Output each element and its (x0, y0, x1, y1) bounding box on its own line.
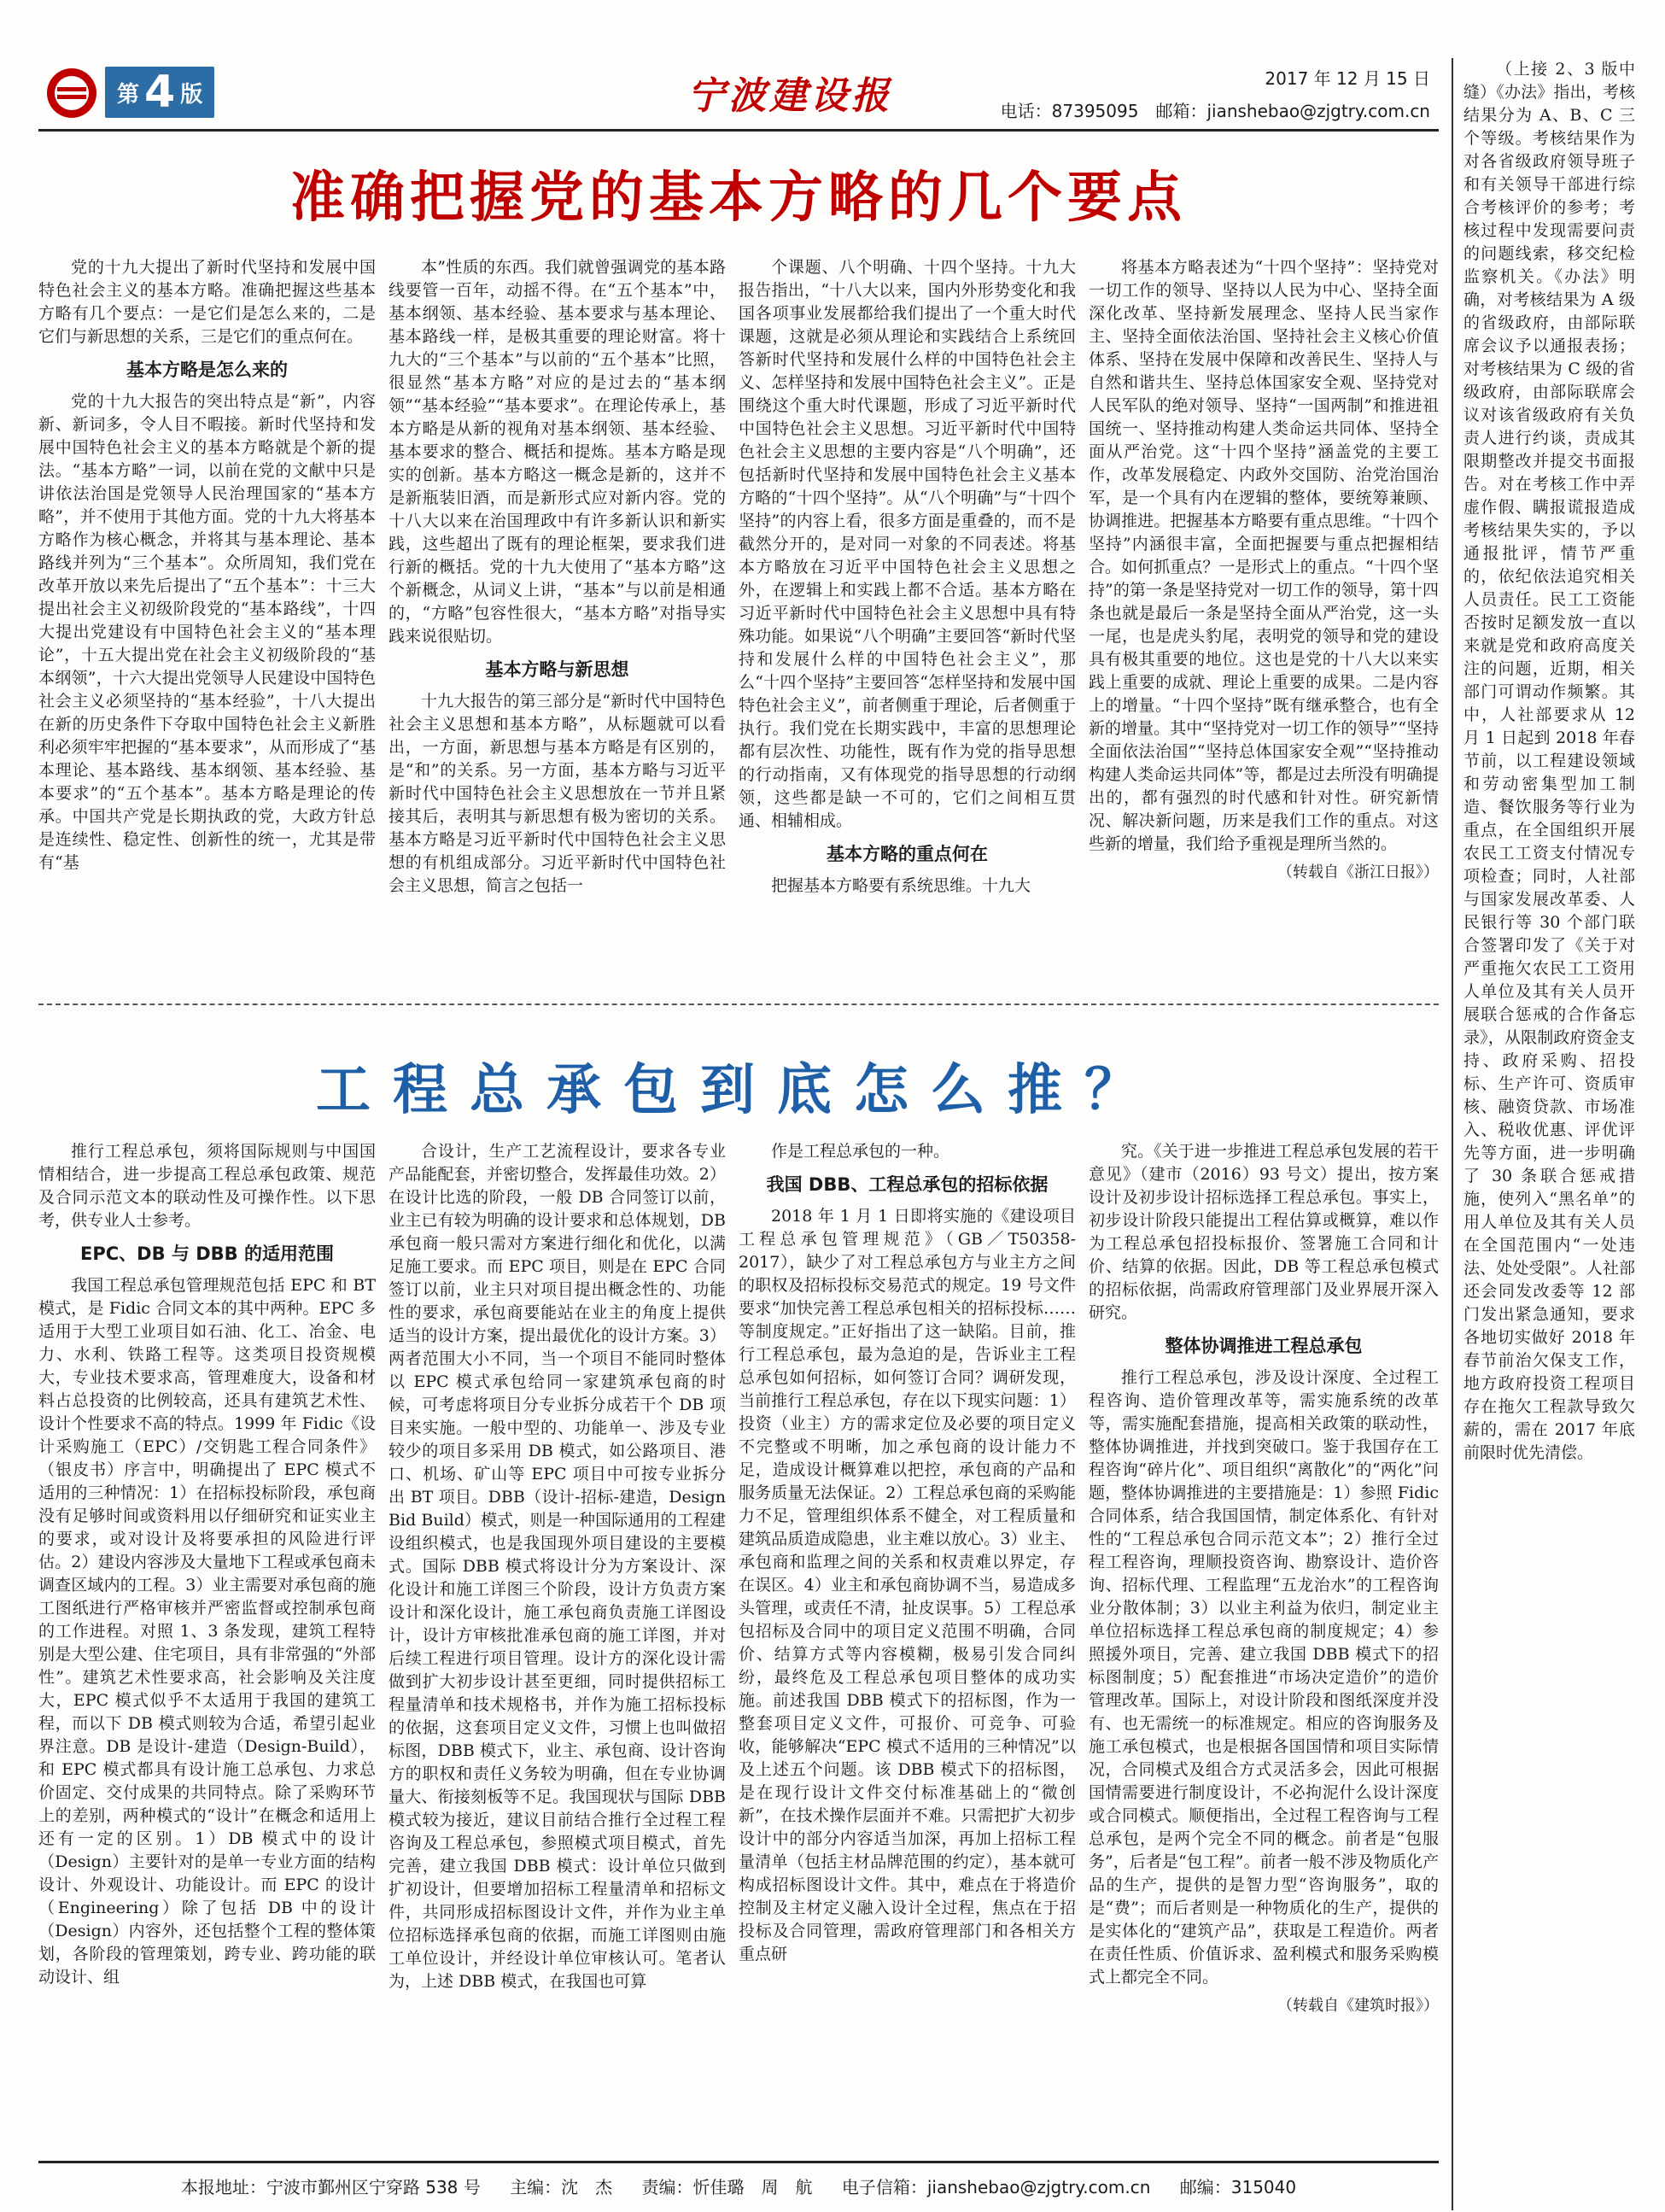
page-header (38, 58, 1439, 132)
paragraph: 作是工程总承包的一种。 (771, 1142, 950, 1161)
paragraph: 2018 年 1 月 1 日即将实施的《建设项目工程总承包管理规范》（GB／T50358-2017），缺少了对工程总承包方与业主方之间的职权及招标投标交易范式的规定。19 号文件要求“加快完善工程总承包相关的招标投标……等制度规定。”正好指出了这一缺陷。目前，推行工程总承包，最为急迫的是，告诉业主工程总承包如何招标，如何签订合同？调研发现，当前推行工程总承包，存在以下现实问题：1）投资（业主）方的需求定位及必要的项目定义不完整或不明晰，加之承包商的设计能力不足，造成设计概算难以把控，承包商的产品和服务质量无法保证。2）工程总承包商的采购能力不足，管理组织体系不健全，对工程质量和建筑品质造成隐患，业主难以放心。3）业主、承包商和监理之间的关系和权责难以界定，存在误区。4）业主和承包商协调不当，易造成多头管理，或责任不清，扯皮误事。5）工程总承包招标及合同中的项目定义范围不明确，合同价、结算方式等内容模糊，极易引发合同纠纷，最终危及工程总承包项目整体的成功实施。前述我国 DBB 模式下的招标图，作为一整套项目定义文件，可报价、可竞争、可验收，能够解决“EPC 模式不适用的三种情况”以及上述五个问题。该 DBB 模式下的招标图，是在现行设计文件交付标准基础上的“微创新”，在技术操作层面并不难。只需把扩大初步设计中的部分内容适当加深，再加上招标工程量清单（包括主材品牌范围的约定），基本就可构成招标图设计文件。其中，难点在于将造价控制及主材定义融入设计全过程，焦点在于招投标及合同管理，需政府管理部门和各相关方重点研 (739, 1207, 1076, 1963)
footer-chief-editor: 主编：沈 杰 (510, 2177, 613, 2197)
article1-column-3 (739, 256, 1076, 991)
page-prefix: 第 (117, 81, 140, 108)
newspaper-logo-icon (45, 67, 98, 120)
subheading: 我国 DBB、工程总承包的招标依据 (766, 1174, 1049, 1195)
page-footer (38, 2161, 1439, 2198)
article2-column-2 (388, 1140, 726, 2152)
sidebar-continued-article (1452, 58, 1635, 2210)
paragraph: 究。《关于进一步推进工程总承包发展的若干意见》（建市（2016）93 号文）提出，按方案设计及初步设计招标选择工程总承包。事实上，初步设计阶段只能提出工程估算或概算，难以作为工程总承包招投标报价、签署施工合同和计价、结算的依据。因此，DB 等工程总承包模式的招标依据，尚需政府管理部门及业界展开深入研究。 (1089, 1142, 1439, 1322)
article1-column-4 (1089, 256, 1439, 991)
subheading: 基本方略的重点何在 (827, 844, 988, 864)
paragraph: （上接 2、3 版中缝）《办法》指出，考核结果分为 A、B、C 三个等级。考核结果作为对各省级政府领导班子和有关领导干部进行综合考核评价的参考；考核过程中发现需要问责的问题线索，移交纪检监察机关。《办法》明确，对考核结果为 A 级的省级政府，由部际联席会议予以通报表扬；对考核结果为 C 级的省级政府，由部际联席会议对该省级政府有关负责人进行约谈，责成其限期整改并提交书面报告。对在考核工作中弄虚作假、瞒报谎报造成考核结果失实的，予以通报批评，情节严重的，依纪依法追究相关人员责任。民工工资能否按时足额发放一直以来就是党和政府高度关注的问题，近期，相关部门可谓动作频繁。其中，人社部要求从 12 月 1 日起到 2018 年春节前，以工程建设领域和劳动密集型加工制造、餐饮服务等行业为重点，在全国组织开展农民工工资支付情况专项检查；同时，人社部与国家发展改革委、人民银行等 30 个部门联合签署印发了《关于对严重拖欠农民工工资用人单位及其有关人员开展联合惩戒的合作备忘录》，从限制政府资金支持、政府采购、招投标、生产许可、资质审核、融资贷款、市场准入、税收优惠、评优评先等方面，进一步明确了 30 条联合惩戒措施，使列入“黑名单”的用人单位及其有关人员在全国范围内“一处违法、处处受限”。人社部还会同发改委等 12 部门发出紧急通知，要求各地切实做好 2018 年春节前治欠保支工作，地方政府投资工程项目存在拖欠工程款导致欠薪的，需在 2017 年底前限时优先清偿。 (1463, 60, 1635, 1462)
article2-column-1 (38, 1140, 376, 2152)
paragraph: 党的十九大报告的突出特点是“新”，内容新、新词多，令人目不暇接。新时代坚持和发展中国特色社会主义的基本方略就是个新的提法。“基本方略”一词，以前在党的文献中只是讲依法治国是党领导人民治理国家的“基本方略”，并不使用于其他方面。党的十九大将基本方略作为核心概念，并将其与基本理论、基本路线并列为“三个基本”。众所周知，我们党在改革开放以来先后提出了“五个基本”：十三大提出社会主义初级阶段党的“基本路线”，十四大提出党建设有中国特色社会主义的“基本理论”，十五大提出党在社会主义初级阶段的“基本纲领”，十六大提出党领导人民建设中国特色社会主义必须坚持的“基本经验”，十八大提出在新的历史条件下夺取中国特色社会主义新胜利必须牢牢把握的“基本要求”，从而形成了“基本理论、基本路线、基本纲领、基本经验、基本要求”的“五个基本”。基本方略是理论的传承。中国共产党是长期执政的党，大政方针总是连续性、稳定性、创新性的统一，尤其是带有“基 (38, 392, 376, 872)
page-suffix: 版 (180, 81, 203, 108)
subheading: 整体协调推进工程总承包 (1165, 1336, 1363, 1356)
footer-editor: 责编：忻佳璐 周 航 (641, 2177, 813, 2197)
page-number-badge (105, 67, 214, 118)
article1-column-1 (38, 256, 376, 991)
article1-title: 准确把握党的基本方略的几个要点 (290, 167, 1187, 230)
paragraph: 把握基本方略要有系统思维。十九大 (771, 876, 1031, 895)
article2-column-4 (1089, 1140, 1439, 2152)
article-divider (38, 1004, 1439, 1005)
article2-source: （转载自《建筑时报》） (1277, 1997, 1439, 2015)
paragraph: 十九大报告的第三部分是“新时代中国特色社会主义思想和基本方略”，从标题就可以看出，一方面，新思想与基本方略是有区别的，是“和”的关系。另一方面，基本方略与习近平新时代中国特色社会主义思想放在一节并且紧接其后，表明其与新思想有极为密切的关系。基本方略是习近平新时代中国特色社会主义思想的有机组成部分。习近平新时代中国特色社会主义思想，简言之包括一 (388, 692, 726, 895)
paragraph: 合设计，生产工艺流程设计，要求各专业产品能配套，并密切整合，发挥最佳功效。2）在设计比选的阶段，一般 DB 合同签订以前，业主已有较为明确的设计要求和总体规划，DB 承包商一般只需对方案进行细化和优化，以满足施工要求。而 EPC 项目，则是在 EPC 合同签订以前，业主只对项目提出概念性的、功能性的要求，承包商要能站在业主的角度上提供适当的设计方案，提出最优化的设计方案。3）两者范围大小不同，当一个项目不能同时整体以 EPC 模式承包给同一家建筑承包商的时候，可考虑将项目分专业拆分成若干个 DB 项目来实施。一般中型的、功能单一、涉及专业较少的项目多采用 DB 模式，如公路项目、港口、机场、矿山等 EPC 项目中可按专业拆分出 BT 项目。DBB（设计-招标-建造，Design Bid Build）模式，则是一种国际通用的工程建设组织模式，也是我国现外项目建设的主要模式。国际 DBB 模式将设计分为方案设计、深化设计和施工详图三个阶段，设计方负责方案设计和深化设计，施工承包商负责施工详图设计，设计方审核批准承包商的施工详图，并对后续工程进行项目管理。设计方的深化设计需做到扩大初步设计甚至更细，同时提供招标工程量清单和技术规格书，并作为施工招标投标的依据，这套项目定义文件，习惯上也叫做招标图，DBB 模式下，业主、承包商、设计咨询方的职权和责任义务较为明确，但在专业协调量大、衔接刻板等不足。我国现状与国际 DBB 模式较为接近，建议目前结合推行全过程工程咨询及工程总承包，参照模式项目模式，首先完善，建立我国 DBB 模式：设计单位只做到扩初设计，但要增加招标工程量清单和招标文件，共同形成招标图设计文件，并作为业主单位招标选择承包商的依据，而施工详图则由施工单位设计，并经设计单位审核认可。笔者认为，上述 DBB 模式，在我国也可算 (388, 1142, 726, 1991)
paragraph: 推行工程总承包，涉及设计深度、全过程工程咨询、造价管理改革等，需实施系统的改革等，需实施配套措施，提高相关政策的联动性，整体协调推进，并找到突破口。鉴于我国存在工程咨询“碎片化”、项目组织“离散化”的“两化”问题，整体协调推进的主要措施是：1）参照 Fidic 合同体系，结合我国国情，制定体系化、有针对性的“工程总承包合同示范文本”；2）推行全过程工程咨询，理顺投资咨询、勘察设计、造价咨询、招标代理、工程监理“五龙治水”的工程咨询业分散体制；3）以业主利益为依归，制定业主单位招标选择工程总承包商的制度规定；4）参照援外项目，完善、建立我国 DBB 模式下的招标图制度；5）配套推进“市场决定造价”的造价管理改革。国际上，对设计阶段和图纸深度并没有、也无需统一的标准规定。相应的咨询服务及施工承包模式，也是根据各国国情和项目实际情况，合同模式及组合方式灵活多会，因此可根据国情需要进行制度设计，不必拘泥什么设计深度或合同模式。顺便指出，全过程工程咨询与工程总承包，是两个完全不同的概念。前者是“包服务”，后者是“包工程”。前者一般不涉及物质化产品的生产，提供的是智力型“咨询服务”，取的是“费”；而后者则是一种物质化的生产，提供的是实体化的“建筑产品”，获取是工程造价。两者在责任性质、价值诉求、盈利模式和服务采购模式上都完全不同。 (1089, 1368, 1439, 1987)
subheading: 基本方略与新思想 (485, 659, 629, 680)
subheading: EPC、DB 与 DBB 的适用范围 (80, 1244, 334, 1264)
article1-source: （转载自《浙江日报》） (1277, 863, 1439, 881)
paragraph: 党的十九大提出了新时代坚持和发展中国特色社会主义的基本方略。准确把握这些基本方略有几个要点：一是它们是怎么来的，二是它们与新思想的关系，三是它们的重点何在。 (38, 258, 376, 346)
subheading: 基本方略是怎么来的 (126, 360, 288, 380)
header-contact: 电话：87395095 邮箱：jianshebao@zjgtry.com.cn (1000, 101, 1430, 121)
page-number: 4 (144, 67, 176, 118)
paragraph: 本”性质的东西。我们就曾强调党的基本路线要管一百年，动摇不得。在“五个基本”中，基本纲领、基本经验、基本要求与基本理论、基本路线一样，是极其重要的理论财富。将十九大的“三个基本”与以前的“五个基本”比照，很显然“基本方略”对应的是过去的“基本纲领”“基本经验”“基本要求”。在理论传承上，基本方略是从新的视角对基本纲领、基本经验、基本要求的整合、概括和提炼。基本方略是现实的创新。基本方略这一概念是新的，这并不是新瓶装旧酒，而是新形式应对新内容。党的十八大以来在治国理政中有许多新认识和新实践，这些超出了既有的理论框架，要求我们进行新的概括。党的十九大使用了“基本方略”这个新概念，从词义上讲，“基本”与以前是相通的，“方略”包容性很大，“基本方略”对指导实践来说很贴切。 (388, 258, 726, 646)
masthead: 宁波建设报 (687, 74, 892, 118)
issue-date: 2017 年 12 月 15 日 (1265, 68, 1430, 89)
article1-column-2 (388, 256, 726, 991)
footer-zip: 邮编：315040 (1179, 2177, 1297, 2197)
footer-address: 本报地址：宁波市鄞州区宁穿路 538 号 (180, 2177, 481, 2197)
article2-column-3 (739, 1140, 1076, 2152)
paragraph: 推行工程总承包，须将国际规则与中国国情相结合，进一步提高工程总承包政策、规范及合同示范文本的联动性及可操作性。以下思考，供专业人士参考。 (38, 1142, 376, 1230)
article2-title: 工程总承包到底怎么推？ (316, 1059, 1161, 1122)
paragraph: 将基本方略表述为“十四个坚持”：坚持党对一切工作的领导、坚持以人民为中心、坚持全面深化改革、坚持新发展理念、坚持人民当家作主、坚持全面依法治国、坚持社会主义核心价值体系、坚持在发展中保障和改善民生、坚持人与自然和谐共生、坚持总体国家安全观、坚持党对人民军队的绝对领导、坚持“一国两制”和推进祖国统一、坚持推动构建人类命运共同体、坚持全面从严治党。这“十四个坚持”涵盖党的主要工作，改革发展稳定、内政外交国防、治党治国治军，是一个具有内在逻辑的整体，要统筹兼顾、协调推进。把握基本方略要有重点思维。“十四个坚持”内涵很丰富，全面把握要与重点把握相结合。如何抓重点？一是形式上的重点。“十四个坚持”的第一条是坚持党对一切工作的领导，第十四条也就是最后一条是坚持全面从严治党，这一头一尾，也是虎头豹尾，表明党的领导和党的建设具有极其重要的地位。这也是党的十八大以来实践上重要的成就、理论上重要的成果。二是内容上的增量。“十四个坚持”既有继承整合，也有全新的增量。其中“坚持党对一切工作的领导”“坚持全面依法治国”“坚持总体国家安全观”“坚持推动构建人类命运共同体”等，都是过去所没有明确提出的，都有强烈的时代感和针对性。研究新情况、解决新问题，历来是我们工作的重点。对这些新的增量，我们给予重视是理所当然的。 (1089, 258, 1439, 853)
footer-email: 电子信箱：jianshebao@zjgtry.com.cn (841, 2177, 1151, 2197)
paragraph: 个课题、八个明确、十四个坚持。十九大报告指出，“十八大以来，国内外形势变化和我国各项事业发展都给我们提出了一个重大时代课题，这就是必须从理论和实践结合上系统回答新时代坚持和发展什么样的中国特色社会主义、怎样坚持和发展中国特色社会主义”。正是围绕这个重大时代课题，形成了习近平新时代中国特色社会主义思想。习近平新时代中国特色社会主义思想的主要内容是“八个明确”，还包括新时代坚持和发展中国特色社会主义基本方略的“十四个坚持”。从“八个明确”与“十四个坚持”的内容上看，很多方面是重叠的，而不是截然分开的，是对同一对象的不同表述。将基本方略放在习近平中国特色社会主义思想之外，在逻辑上和实践上都不合适。基本方略在习近平新时代中国特色社会主义思想中具有特殊功能。如果说“八个明确”主要回答“新时代坚持和发展什么样的中国特色社会主义”，那么“十四个坚持”主要回答“怎样坚持和发展中国特色社会主义”，前者侧重于理论，后者侧重于执行。我们党在长期实践中，丰富的思想理论都有层次性、功能性，既有作为党的指导思想的行动指南，又有体现党的指导思想的行动纲领，这些都是缺一不可的，它们之间相互贯通、相辅相成。 (739, 258, 1076, 830)
paragraph: 我国工程总承包管理规范包括 EPC 和 BT 模式，是 Fidic 合同文本的其中两种。EPC 多适用于大型工业项目如石油、化工、冶金、电力、水利、铁路工程等。这类项目投资规模大，专业技术要求高，管理难度大，设备和材料占总投资的比例较高，还具有建筑艺术性、设计个性要求不高的特点。1999 年 Fidic《设计采购施工（EPC）/交钥匙工程合同条件》（银皮书）序言中，明确提出了 EPC 模式不适用的三种情况：1）在招标投标阶段，承包商没有足够时间或资料用以仔细研究和证实业主的要求，或对设计及将要承担的风险进行评估。2）建设内容涉及大量地下工程或承包商未调查区域内的工程。3）业主需要对承包商的施工图纸进行严格审核并严密监督或控制承包商的工作进程。对照 1、3 条发现，建筑工程特别是大型公建、住宅项目，具有非常强的“外部性”。建筑艺术性要求高，社会影响及关注度大，EPC 模式似乎不太适用于我国的建筑工程，而以下 DB 模式则较为合适，希望引起业界注意。DB 是设计-建造（Design-Build），和 EPC 模式都具有设计施工总承包、力求总价固定、交付成果的共同特点。除了采购环节上的差别，两种模式的“设计”在概念和适用上还有一定的区别。1）DB 模式中的设计（Design）主要针对的是单一专业方面的结构设计、外观设计、功能设计。而 EPC 的设计（Engineering）除了包括 DB 中的设计（Design）内容外，还包括整个工程的整体策划，各阶段的管理策划，跨专业、跨功能的联动设计、组 (38, 1276, 376, 1987)
